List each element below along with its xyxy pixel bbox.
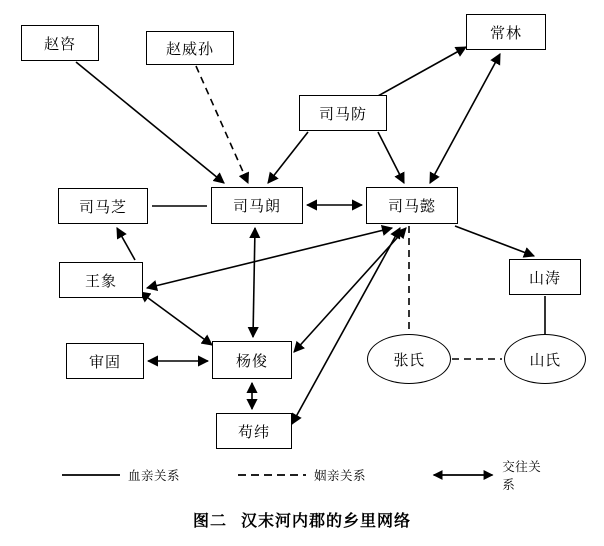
node-label: 常林 (489, 23, 522, 42)
legend-line-solid-icon (60, 469, 122, 481)
node-gouwei[interactable] (216, 413, 292, 449)
node-label: 王象 (84, 271, 117, 290)
node-label: 司马懿 (387, 197, 436, 215)
edge-changlin-simayi (430, 54, 500, 183)
legend-label: 交往关系 (502, 459, 542, 492)
figure-title: 汉末河内郡的乡里网络 (241, 511, 412, 530)
node-simafang[interactable] (299, 95, 387, 131)
node-simayi[interactable] (366, 187, 458, 224)
edge-wangxiang-simazhi (117, 228, 135, 260)
edge-simayi-shantao (455, 226, 534, 256)
edge-simafang-changlin (378, 47, 466, 96)
node-label: 杨俊 (235, 351, 268, 370)
edge-simalang-yangjun (253, 228, 255, 337)
node-label: 司马朗 (232, 197, 281, 215)
node-wangxiang[interactable] (59, 262, 143, 298)
edge-wangxiang-simayi (147, 228, 392, 288)
legend-label: 姻亲关系 (314, 468, 367, 483)
node-label: 张氏 (393, 350, 425, 369)
node-label: 山氏 (529, 350, 561, 369)
edge-gouwei-simayi (292, 228, 400, 424)
node-label: 赵咨 (43, 34, 76, 53)
node-zhangshi[interactable] (367, 334, 451, 384)
node-shantao[interactable] (509, 259, 581, 295)
node-shengu[interactable] (66, 343, 144, 379)
node-changlin[interactable] (466, 14, 546, 50)
node-zhaoweisun[interactable] (146, 31, 234, 65)
edge-simafang-simalang (268, 132, 308, 183)
node-simalang[interactable] (211, 187, 303, 224)
edge-yangjun-simayi (294, 228, 406, 352)
legend-item-social (430, 459, 550, 492)
figure-caption (0, 508, 604, 531)
node-shanshi[interactable] (504, 334, 586, 384)
legend (60, 459, 550, 492)
node-zhaozi[interactable] (21, 25, 99, 61)
edge-zhaoweisun-simalang (196, 66, 248, 183)
legend-item-blood (60, 462, 180, 488)
node-label: 审固 (88, 352, 121, 371)
node-label: 苟纬 (237, 422, 270, 441)
legend-line-dashed-icon (236, 469, 308, 481)
legend-item-marriage (236, 462, 366, 488)
node-label: 司马防 (318, 104, 367, 123)
edge-wangxiang-yangjun (140, 292, 212, 345)
figure-number: 图二 (192, 511, 227, 530)
node-label: 赵威孙 (165, 39, 214, 58)
node-simazhi[interactable] (58, 188, 148, 224)
node-label: 山涛 (528, 268, 561, 287)
edge-simafang-simayi (378, 132, 404, 183)
legend-line-double-arrow-icon (430, 468, 496, 482)
node-yangjun[interactable] (212, 341, 292, 379)
node-label: 司马芝 (78, 197, 127, 216)
legend-label: 血亲关系 (128, 468, 181, 483)
